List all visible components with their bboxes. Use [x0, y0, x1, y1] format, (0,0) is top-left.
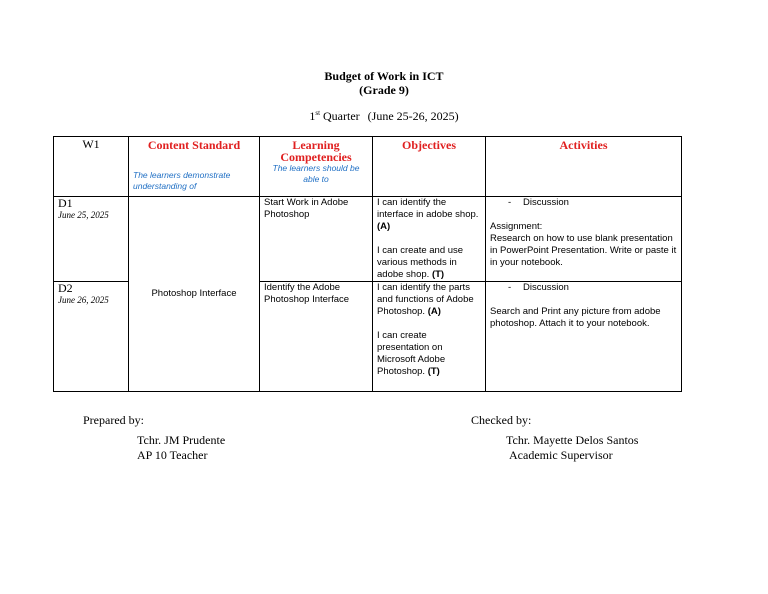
objective-item: [377, 245, 481, 281]
bullet-dash: -: [508, 197, 512, 208]
competency-cell: Start Work in Adobe Photoshop: [260, 197, 373, 282]
activity-text: Research on how to use blank presentation in PowerPoint Presentation. Write or paste it in your notebook.: [490, 233, 677, 268]
day-date: June 26, 2025: [58, 295, 109, 305]
content-standard-value: Photoshop Interface: [129, 197, 260, 392]
header-learning-competencies: [260, 137, 373, 197]
activity-bullet-text: Discussion: [523, 282, 569, 293]
objective-text: I can identify the parts and functions of Adobe Photoshop.: [377, 282, 474, 317]
header-objectives: [373, 137, 486, 197]
day-label: D2: [58, 281, 73, 295]
activity-bullet: [490, 197, 677, 209]
checked-by-title: Academic Supervisor: [509, 448, 613, 462]
objective-item: [377, 330, 481, 378]
checked-by-label: Checked by:: [471, 413, 532, 427]
objectives-cell: [373, 197, 486, 282]
activity-text: Search and Print any picture from adobe photoshop. Attach it to your notebook.: [490, 306, 661, 329]
competency-cell: Identify the Adobe Photoshop Interface: [260, 282, 373, 392]
content-standard-heading: Content Standard: [147, 138, 241, 152]
quarter-ordinal: st: [315, 109, 321, 117]
activity-heading: Assignment:: [490, 221, 543, 232]
activity-bullet: [490, 282, 677, 294]
objective-text: I can create presentation on Microsoft Adobe Photoshop.: [377, 330, 446, 377]
header-content-standard: [129, 137, 260, 197]
objective-item: [377, 282, 481, 318]
header-activities: [486, 137, 682, 197]
activity-bullet-text: Discussion: [523, 197, 569, 208]
objective-tag: (T): [431, 269, 445, 280]
day-label: D1: [58, 196, 73, 210]
day-cell: [54, 197, 129, 282]
budget-table: [53, 136, 682, 392]
objective-text: I can create and use various methods in adobe shop.: [377, 245, 464, 280]
content-standard-note: The learners demonstrate understanding of: [133, 170, 231, 191]
day-date: June 25, 2025: [58, 210, 109, 220]
quarter-number: 1: [309, 109, 316, 123]
table-header-row: [54, 137, 682, 197]
table-row: [54, 197, 682, 282]
checked-by-name: Tchr. Mayette Delos Santos: [506, 433, 639, 447]
quarter-line: [0, 109, 768, 124]
objective-tag: (A): [377, 221, 391, 232]
prepared-by-name: Tchr. JM Prudente: [137, 433, 226, 447]
day-cell: [54, 282, 129, 392]
objectives-heading: Objectives: [402, 138, 456, 152]
objective-tag: (T): [427, 366, 440, 377]
prepared-by-label: Prepared by:: [83, 413, 144, 427]
activities-cell: [486, 197, 682, 282]
objective-tag: (A): [427, 306, 441, 317]
bullet-dash: -: [508, 282, 512, 293]
quarter-label: Quarter: [323, 109, 360, 123]
objectives-cell: [373, 282, 486, 392]
document-title: Budget of Work in ICT: [324, 69, 444, 83]
document-subtitle: (Grade 9): [359, 83, 409, 97]
prepared-by-title: AP 10 Teacher: [137, 448, 208, 462]
activities-heading: Activities: [559, 138, 608, 152]
objective-item: [377, 197, 481, 233]
objective-text: I can identify the interface in adobe shop.: [377, 197, 479, 220]
learning-competencies-heading: Learning Competencies: [280, 138, 352, 164]
header-week: W1: [54, 137, 129, 197]
quarter-dates: (June 25-26, 2025): [367, 109, 459, 123]
learning-competencies-note: The learners should be able to: [272, 163, 360, 184]
activities-cell: [486, 282, 682, 392]
